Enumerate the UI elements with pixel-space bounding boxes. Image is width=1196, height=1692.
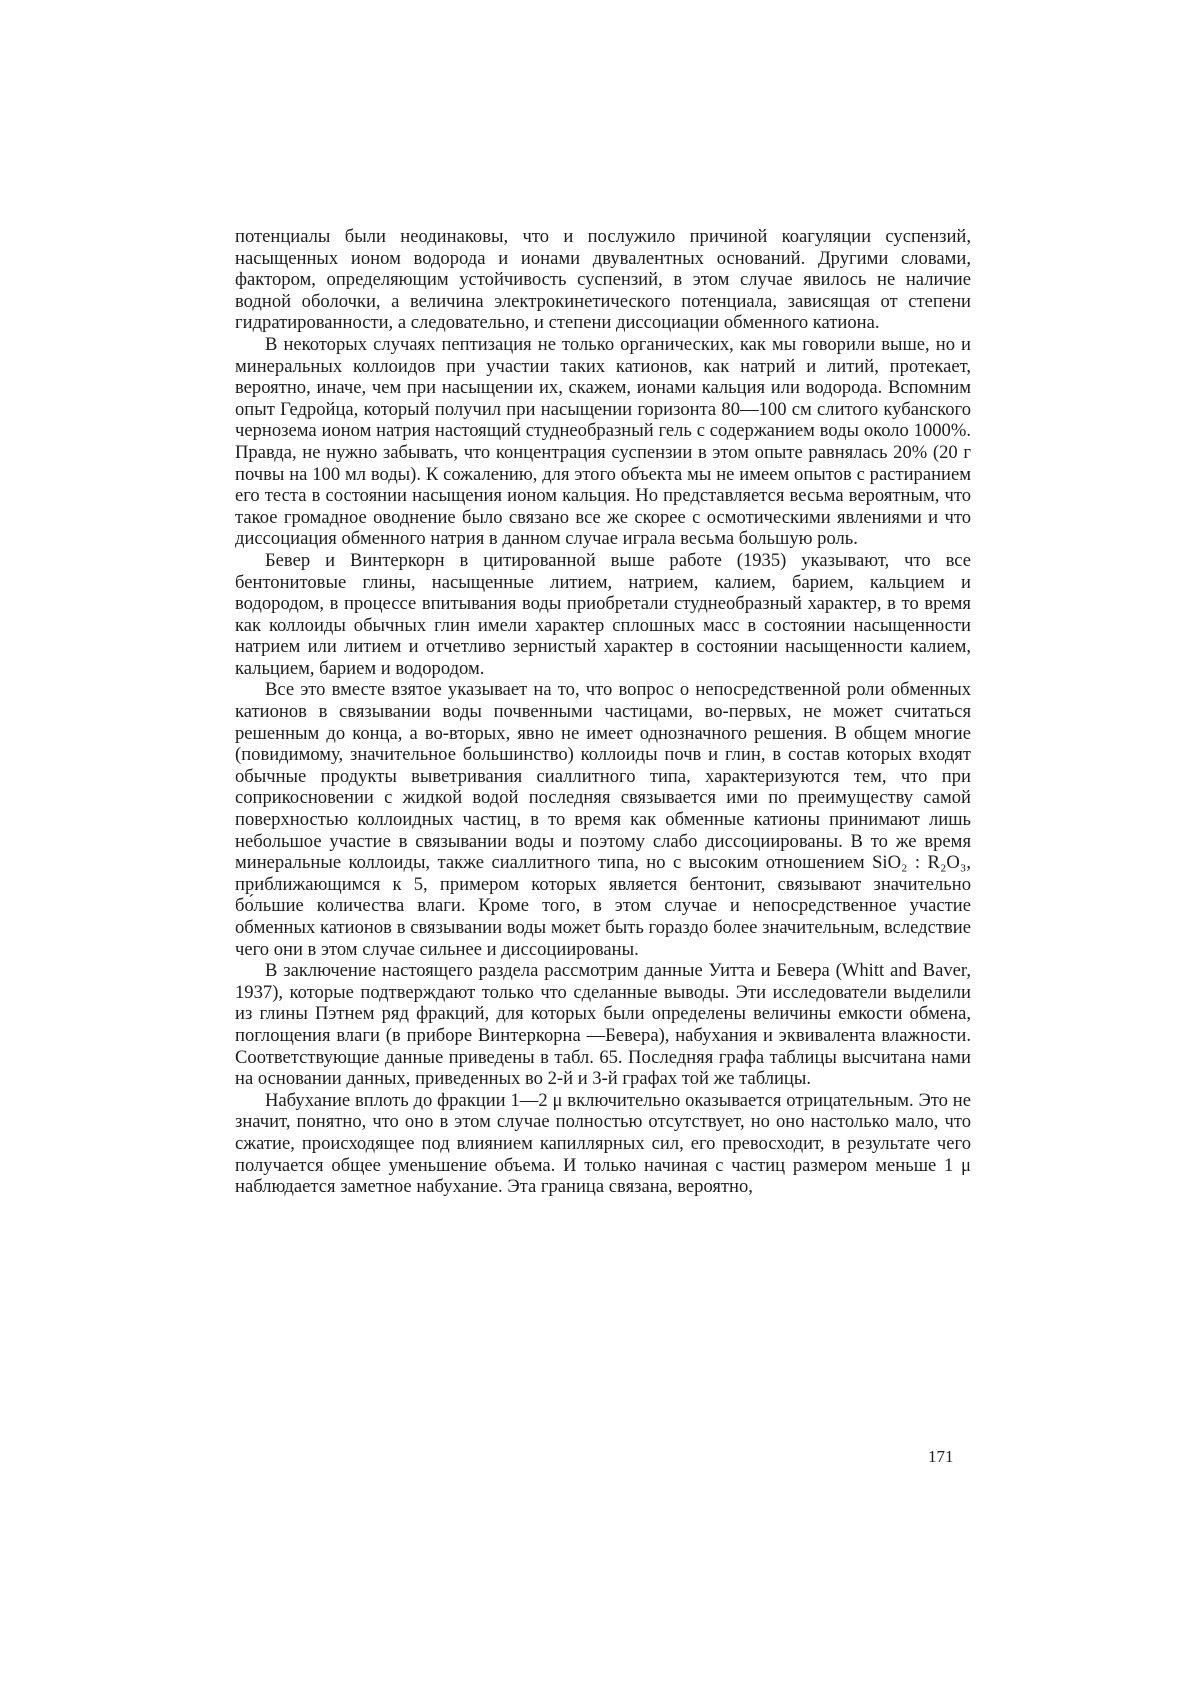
paragraph: В некоторых случаях пептизация не только органических, как мы говорили выше, но и минеральных коллоидов при участии таких катионов, как натрий и литий, протекает, вероятно, иначе, чем при насыщении их, скажем, ионами кальция или водорода. Вспомним опыт Гедройца, который получил при насыщении горизонта 80—100 см слитого кубанского чернозема ионом натрия настоящий студнеобразный гель с содержанием воды около 1000%. Правда, не нужно забывать, что концентрация суспензии в этом опыте равнялась 20% (20 г почвы на 100 мл воды). К сожалению, для этого объекта мы не имеем опытов с растиранием его теста в состоянии насыщения ионом кальция. Но представляется весьма вероятным, что такое громадное оводнение было связано все же скорее с осмотическими явлениями и что диссоциация обменного натрия в данном случае играла весьма большую роль. [235, 333, 971, 550]
paragraph-continued: потенциалы были неодинаковы, что и послужило причиной коагуляции суспензий, насыщенных ионом водорода и ионами двувалентных оснований. Другими словами, фактором, определяющим устойчивость суспензий, в этом случае явилось не наличие водной оболочки, а величина электрокинетического потенциала, зависящая от степени гидратированности, а следовательно, и степени диссоциации обменного катиона. [235, 226, 971, 334]
paragraph: Все это вместе взятое указывает на то, что вопрос о непосредственной роли обменных катионов в связывании воды почвенными частицами, во-первых, не может считаться решенным до конца, а во-вторых, явно не имеет однозначного решения. В общем многие (повидимому, значительное большинство) коллоиды почв и глин, в состав которых входят обычные продукты выветривания сиаллитного типа, характеризуются тем, что при соприкосновении с жидкой водой последняя связывается ими по преимуществу самой поверхностью коллоидных частиц, в то время как обменные катионы принимают лишь небольшое участие в связывании воды и поэтому слабо диссоциированы. В то же время минеральные коллоиды, также сиаллитного типа, но с высоким отношением SiO₂ : R₂O₃, приближающимся к 5, примером которых является бентонит, связывают значительно бо́льшие количества влаги. Кроме того, в этом случае и непосредственное участие обменных катионов в связывании воды может быть гораздо более значительным, вследствие чего они в этом случае сильнее и диссоциированы. [235, 679, 971, 960]
paragraph: Бевер и Винтеркорн в цитированной выше работе (1935) указывают, что все бентонитовые глины, насыщенные литием, натрием, калием, барием, кальцием и водородом, в процессе впитывания воды приобретали студнеобразный характер, в то время как коллоиды обычных глин имели характер сплошных масс в состоянии насыщенности натрием или литием и отчетливо зернистый характер в состоянии насыщенности калием, кальцием, барием и водородом. [235, 549, 971, 679]
text-block [235, 226, 971, 1198]
paragraph: В заключение настоящего раздела рассмотрим данные Уитта и Бевера (Whitt and Baver, 1937), которые подтверждают только что сделанные выводы. Эти исследователи выделили из глины Пэтнем ряд фракций, для которых были определены величины емкости обмена, поглощения влаги (в приборе Винтеркорна —Бевера), набухания и эквивалента влажности. Соответствующие данные приведены в табл. 65. Последняя графа таблицы высчитана нами на основании данных, приведенных во 2-й и 3-й графах той же таблицы. [235, 960, 971, 1090]
paragraph: Набухание вплоть до фракции 1—2 μ включительно оказывается отрицательным. Это не значит, понятно, что оно в этом случае полностью отсутствует, но оно настолько мало, что сжатие, происходящее под влиянием капиллярных сил, его превосходит, в результате чего получается общее уменьшение объема. И только начиная с частиц размером меньше 1 μ наблюдается заметное набухание. Эта граница связана, вероятно, [235, 1089, 971, 1198]
page-number: 171 [928, 1447, 954, 1466]
